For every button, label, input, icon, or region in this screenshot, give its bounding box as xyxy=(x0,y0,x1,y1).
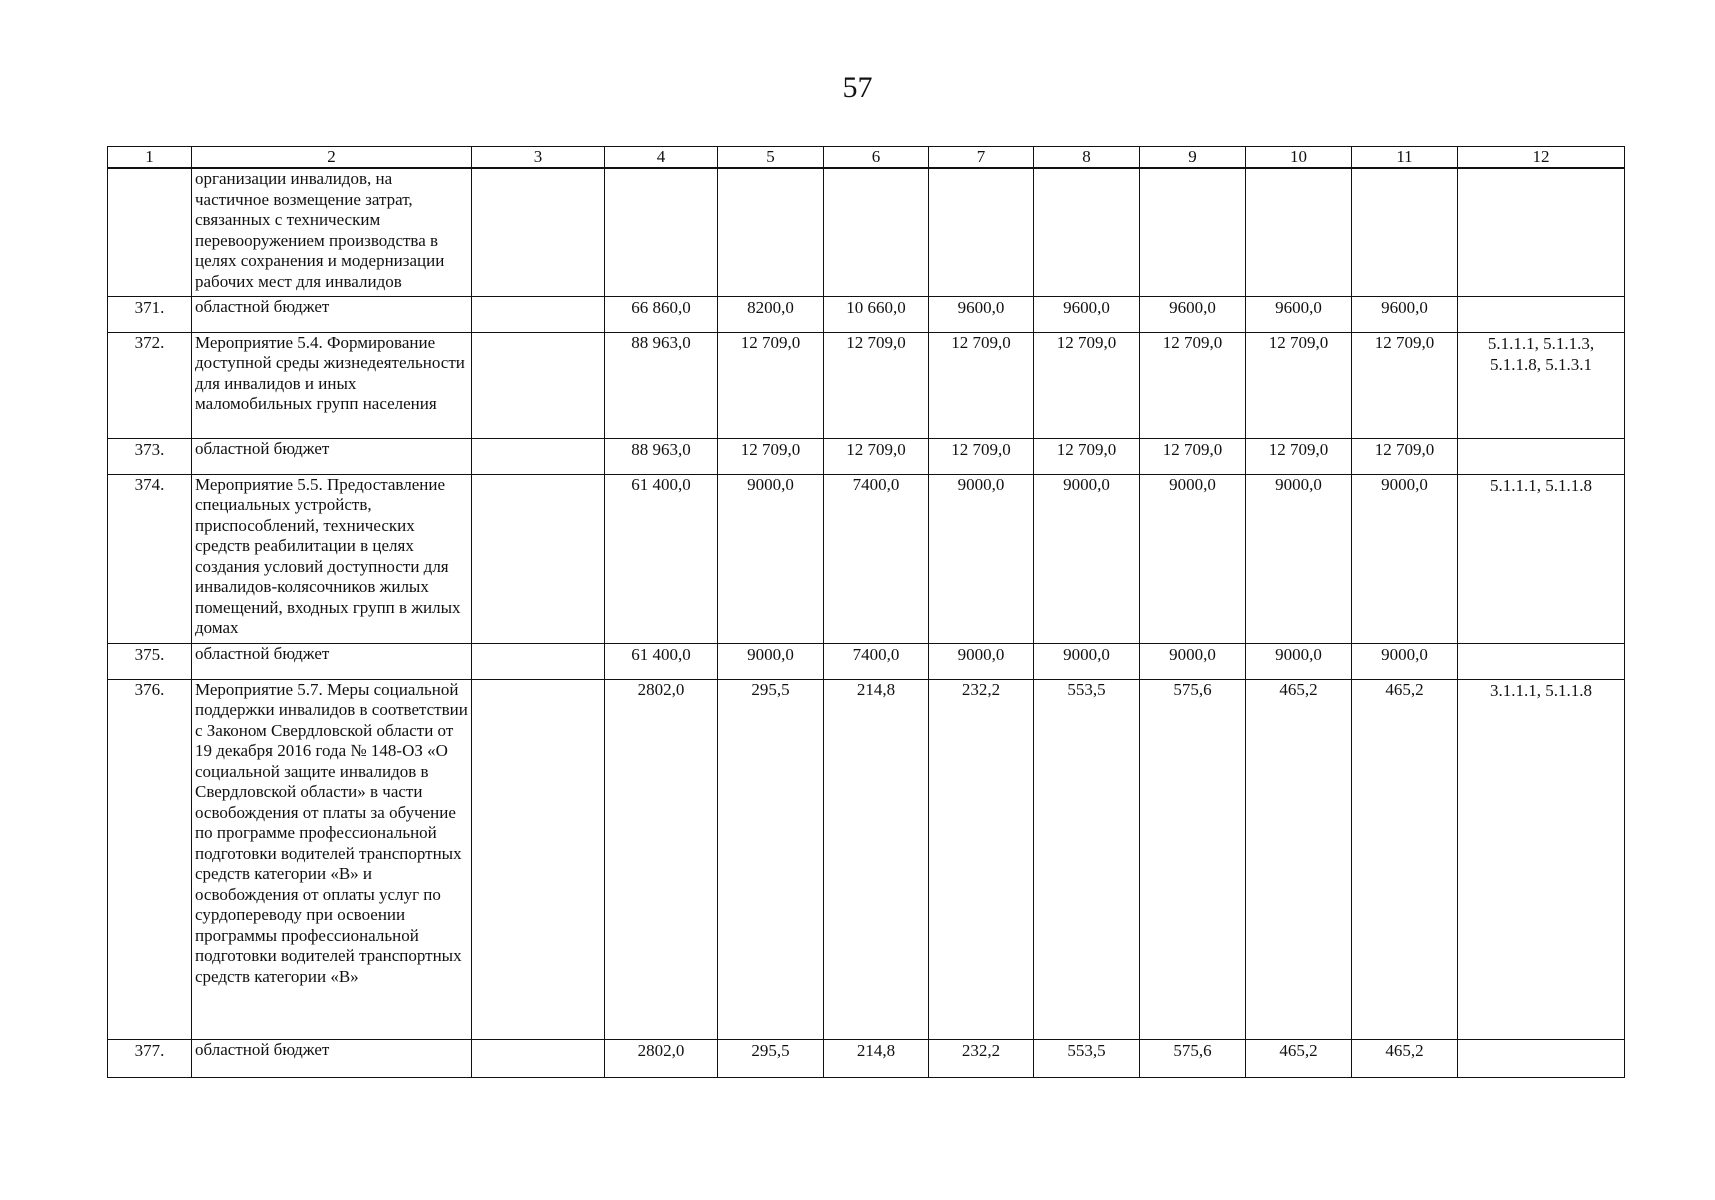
target-codes xyxy=(1458,296,1625,332)
row-col3 xyxy=(472,296,605,332)
target-codes xyxy=(1458,438,1625,474)
value-cell-col9: 12 709,0 xyxy=(1140,438,1246,474)
row-number: 375. xyxy=(108,643,192,679)
value-cell-col6: 214,8 xyxy=(824,679,929,1039)
value-cell-col10: 465,2 xyxy=(1246,679,1352,1039)
value-cell-col9: 575,6 xyxy=(1140,679,1246,1039)
row-number: 372. xyxy=(108,332,192,438)
target-codes: 3.1.1.1, 5.1.1.8 xyxy=(1458,679,1625,1039)
target-codes xyxy=(1458,643,1625,679)
row-number: 374. xyxy=(108,474,192,643)
row-number: 376. xyxy=(108,679,192,1039)
value-cell-col4: 2802,0 xyxy=(605,679,718,1039)
row-name: Мероприятие 5.5. Предоставление специальных устройств, приспособлений, технических средств реабилитации в целях создания условий доступности для инвалидов-колясочников жилых помещений, входных групп в жилых домах xyxy=(192,474,472,643)
value-cell-col8 xyxy=(1034,168,1140,296)
value-cell-col7: 9600,0 xyxy=(929,296,1034,332)
value-cell-col5: 9000,0 xyxy=(718,643,824,679)
value-cell-col9: 9000,0 xyxy=(1140,474,1246,643)
value-cell-col10: 12 709,0 xyxy=(1246,332,1352,438)
header-row xyxy=(108,147,1625,169)
table-row xyxy=(108,438,1625,474)
value-cell-col10 xyxy=(1246,168,1352,296)
row-name: областной бюджет xyxy=(192,296,472,332)
value-cell-col10: 9000,0 xyxy=(1246,643,1352,679)
value-cell-col8: 9000,0 xyxy=(1034,474,1140,643)
value-cell-col4: 61 400,0 xyxy=(605,643,718,679)
row-name: областной бюджет xyxy=(192,438,472,474)
column-header-11: 11 xyxy=(1352,147,1458,169)
column-header-1: 1 xyxy=(108,147,192,169)
row-name: Мероприятие 5.7. Меры социальной поддержки инвалидов в соответствии с Законом Свердловской области от 19 декабря 2016 года № 148-ОЗ «О социальной защите инвалидов в Свердловской области» в части освобождения от платы за обучение по программе профессиональной подготовки водителей транспортных средств категории «В» и освобождения от оплаты услуг по сурдопереводу при освоении программы профессиональной подготовки водителей транспортных средств категории «В» xyxy=(192,679,472,1039)
row-name: Мероприятие 5.4. Формирование доступной среды жизнедеятельности для инвалидов и иных маломобильных групп населения xyxy=(192,332,472,438)
value-cell-col11: 465,2 xyxy=(1352,679,1458,1039)
row-number: 377. xyxy=(108,1039,192,1077)
value-cell-col9: 575,6 xyxy=(1140,1039,1246,1077)
row-col3 xyxy=(472,643,605,679)
value-cell-col5: 12 709,0 xyxy=(718,438,824,474)
column-header-6: 6 xyxy=(824,147,929,169)
table-row xyxy=(108,643,1625,679)
value-cell-col5: 8200,0 xyxy=(718,296,824,332)
table-row xyxy=(108,296,1625,332)
value-cell-col9: 9600,0 xyxy=(1140,296,1246,332)
value-cell-col11: 9000,0 xyxy=(1352,643,1458,679)
value-cell-col6: 12 709,0 xyxy=(824,438,929,474)
value-cell-col9: 12 709,0 xyxy=(1140,332,1246,438)
value-cell-col8: 553,5 xyxy=(1034,1039,1140,1077)
value-cell-col8: 553,5 xyxy=(1034,679,1140,1039)
target-codes: 5.1.1.1, 5.1.1.3, 5.1.1.8, 5.1.3.1 xyxy=(1458,332,1625,438)
value-cell-col7: 12 709,0 xyxy=(929,332,1034,438)
value-cell-col10: 12 709,0 xyxy=(1246,438,1352,474)
value-cell-col6: 10 660,0 xyxy=(824,296,929,332)
row-col3 xyxy=(472,438,605,474)
value-cell-col10: 9000,0 xyxy=(1246,474,1352,643)
value-cell-col6: 214,8 xyxy=(824,1039,929,1077)
value-cell-col11: 12 709,0 xyxy=(1352,332,1458,438)
row-col3 xyxy=(472,168,605,296)
value-cell-col4 xyxy=(605,168,718,296)
page-number: 57 xyxy=(842,71,873,104)
value-cell-col7 xyxy=(929,168,1034,296)
budget-table xyxy=(107,146,1625,1078)
row-name: областной бюджет xyxy=(192,643,472,679)
column-header-9: 9 xyxy=(1140,147,1246,169)
value-cell-col8: 12 709,0 xyxy=(1034,332,1140,438)
table-row xyxy=(108,332,1625,438)
target-codes: 5.1.1.1, 5.1.1.8 xyxy=(1458,474,1625,643)
value-cell-col10: 465,2 xyxy=(1246,1039,1352,1077)
column-header-10: 10 xyxy=(1246,147,1352,169)
value-cell-col4: 61 400,0 xyxy=(605,474,718,643)
table-body xyxy=(108,168,1625,1077)
value-cell-col5: 295,5 xyxy=(718,1039,824,1077)
value-cell-col8: 9000,0 xyxy=(1034,643,1140,679)
value-cell-col6 xyxy=(824,168,929,296)
value-cell-col9: 9000,0 xyxy=(1140,643,1246,679)
column-header-3: 3 xyxy=(472,147,605,169)
value-cell-col8: 12 709,0 xyxy=(1034,438,1140,474)
table-row xyxy=(108,1039,1625,1077)
value-cell-col7: 232,2 xyxy=(929,1039,1034,1077)
value-cell-col11: 9000,0 xyxy=(1352,474,1458,643)
value-cell-col11: 12 709,0 xyxy=(1352,438,1458,474)
column-header-7: 7 xyxy=(929,147,1034,169)
row-number: 373. xyxy=(108,438,192,474)
value-cell-col11: 9600,0 xyxy=(1352,296,1458,332)
row-col3 xyxy=(472,1039,605,1077)
row-number xyxy=(108,168,192,296)
value-cell-col11 xyxy=(1352,168,1458,296)
value-cell-col7: 9000,0 xyxy=(929,643,1034,679)
column-header-12: 12 xyxy=(1458,147,1625,169)
row-number: 371. xyxy=(108,296,192,332)
value-cell-col7: 9000,0 xyxy=(929,474,1034,643)
value-cell-col6: 7400,0 xyxy=(824,643,929,679)
value-cell-col4: 66 860,0 xyxy=(605,296,718,332)
row-name: организации инвалидов, на частичное возмещение затрат, связанных с техническим перевооружением производства в целях сохранения и модернизации рабочих мест для инвалидов xyxy=(192,168,472,296)
row-col3 xyxy=(472,474,605,643)
table-row xyxy=(108,168,1625,296)
value-cell-col9 xyxy=(1140,168,1246,296)
value-cell-col10: 9600,0 xyxy=(1246,296,1352,332)
value-cell-col6: 12 709,0 xyxy=(824,332,929,438)
row-col3 xyxy=(472,332,605,438)
value-cell-col4: 2802,0 xyxy=(605,1039,718,1077)
value-cell-col5 xyxy=(718,168,824,296)
value-cell-col4: 88 963,0 xyxy=(605,438,718,474)
column-header-5: 5 xyxy=(718,147,824,169)
value-cell-col11: 465,2 xyxy=(1352,1039,1458,1077)
row-name: областной бюджет xyxy=(192,1039,472,1077)
value-cell-col5: 9000,0 xyxy=(718,474,824,643)
table-row xyxy=(108,474,1625,643)
column-header-2: 2 xyxy=(192,147,472,169)
value-cell-col5: 12 709,0 xyxy=(718,332,824,438)
target-codes xyxy=(1458,168,1625,296)
column-header-4: 4 xyxy=(605,147,718,169)
column-header-8: 8 xyxy=(1034,147,1140,169)
table-row xyxy=(108,679,1625,1039)
value-cell-col8: 9600,0 xyxy=(1034,296,1140,332)
row-col3 xyxy=(472,679,605,1039)
value-cell-col5: 295,5 xyxy=(718,679,824,1039)
value-cell-col7: 232,2 xyxy=(929,679,1034,1039)
value-cell-col6: 7400,0 xyxy=(824,474,929,643)
target-codes xyxy=(1458,1039,1625,1077)
value-cell-col4: 88 963,0 xyxy=(605,332,718,438)
value-cell-col7: 12 709,0 xyxy=(929,438,1034,474)
